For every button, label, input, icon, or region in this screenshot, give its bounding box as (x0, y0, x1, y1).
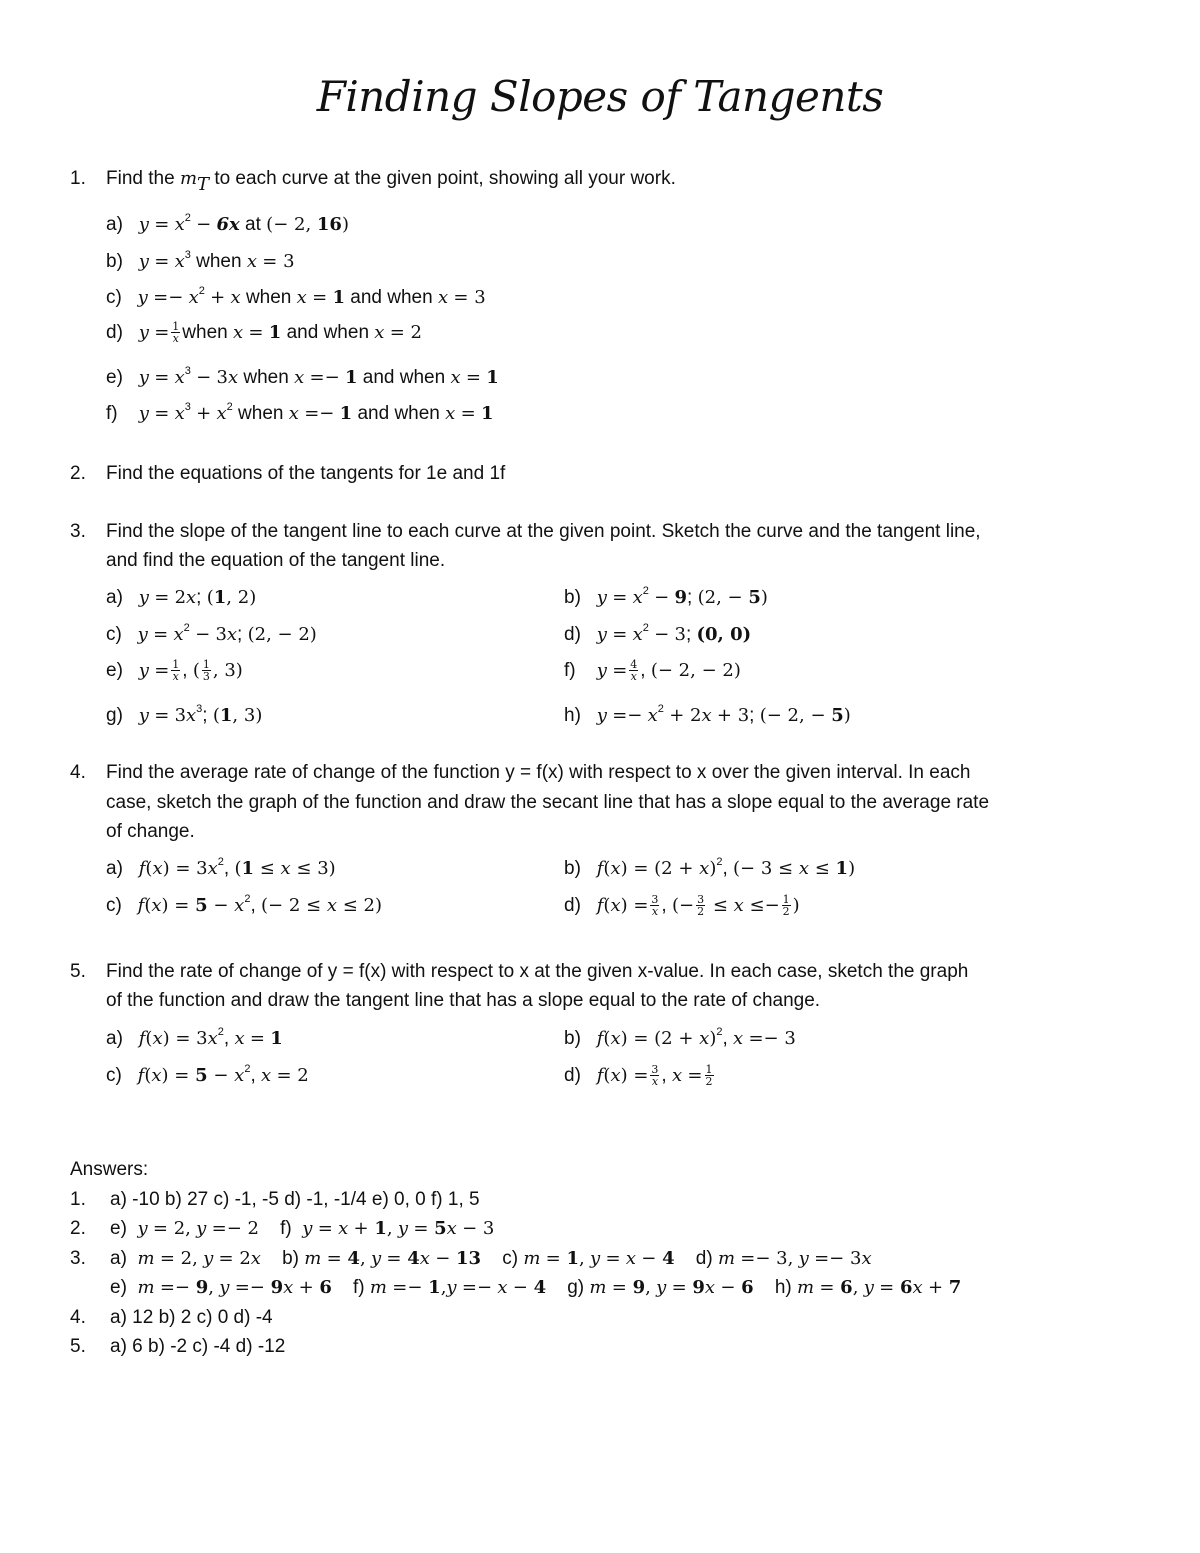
question-5b: b) $f(x) = (2 + x)^2$, x =− 3 (564, 1026, 796, 1049)
question-5a: a) $f(x) = 3x^2$, x = 1 (106, 1026, 283, 1049)
question-3h: h) $y =- x^2 + 2x + 3$; (− 2, − 5) (564, 703, 851, 726)
question-1-number: 1. (70, 168, 86, 189)
question-1e: e) $y = x^3 - 3x$ when x =− 1 and when x = 1 (106, 365, 499, 388)
answer-3-line1: a) m = 2, y = 2x b) m = 4, y = 4x − 13 c) m = 1, y = x − 4 d) m =− 3, y =− 3x (110, 1248, 872, 1269)
answer-2: e) y = 2, y =− 2 f) y = x + 1, y = 5x − 3 (110, 1218, 495, 1239)
question-2-text: Find the equations of the tangents for 1e and 1f (106, 463, 506, 484)
question-4-line3: of change. (106, 821, 195, 842)
page-title: Finding Slopes of Tangents (316, 72, 884, 121)
question-3a: a) y = 2x; (1, 2) (106, 587, 257, 608)
question-1a: a) $y = x^2 - 6x$ at (− 2, 16) (106, 212, 349, 235)
question-3b: b) $y = x^2 - 9$; (2, − 5) (564, 585, 768, 608)
question-3c: c) $y = x^2 - 3x$; (2, − 2) (106, 622, 317, 645)
answer-3-line2: e) m =− 9, y =− 9x + 6 f) m =− 1,y =− x − 4 g) m = 9, y = 9x − 6 h) m = 6, y = 6x + 7 (110, 1277, 962, 1298)
question-1c: c) $y =- x^2 + x$ when x = 1 and when x = 3 (106, 285, 486, 308)
question-3e: e) y = $\frac{1}{x}$ , ( $\frac{1}{3}$ , 3) (106, 658, 243, 684)
answer-3-number: 3. (70, 1248, 86, 1269)
question-4-line1: Find the average rate of change of the function y = f(x) with respect to x over the given interval. In each (106, 762, 971, 783)
question-4-number: 4. (70, 762, 86, 783)
question-4-line2: case, sketch the graph of the function and draw the secant line that has a slope equal to the average rate (106, 792, 990, 813)
question-1b: b) $y = x^3$ when x = 3 (106, 249, 295, 272)
question-4a: a) $f(x) = 3x^2$, (1 ≤ x ≤ 3) (106, 856, 336, 879)
question-4c: c) $f(x) = 5 - x^2$, (− 2 ≤ x ≤ 2) (106, 893, 382, 916)
answer-1-number: 1. (70, 1189, 86, 1210)
answers-label: Answers: (70, 1159, 149, 1180)
question-3f: f) y = $\frac{4}{x}$ , (− 2, − 2) (564, 658, 741, 684)
answer-2-number: 2. (70, 1218, 86, 1239)
answer-1: a) -10 b) 27 c) -1, -5 d) -1, -1/4 e) 0, 0 f) 1, 5 (110, 1189, 480, 1210)
question-4b: b) $f(x) = (2 + x)^2$, (− 3 ≤ x ≤ 1) (564, 856, 856, 879)
question-5-number: 5. (70, 961, 86, 982)
question-3g: g) $y = 3x^3$; (1, 3) (106, 703, 263, 726)
answer-4-number: 4. (70, 1307, 86, 1328)
question-3d: d) $y = x^2 - 3$; (0, 0) (564, 622, 752, 645)
question-2-number: 2. (70, 463, 86, 484)
question-1-prompt-subscript: T (197, 174, 210, 195)
answer-4: a) 12 b) 2 c) 0 d) -4 (110, 1307, 273, 1328)
question-1-prompt-symbol: m (179, 168, 198, 189)
answer-5-number: 5. (70, 1336, 86, 1357)
question-5-line1: Find the rate of change of y = f(x) with respect to x at the given x-value. In each case, sketch the graph (106, 961, 969, 982)
question-1d: d) y = $\frac{1}{x}$ when x = 1 and when x = 2 (106, 320, 422, 346)
question-5-line2: of the function and draw the tangent line that has a slope equal to the rate of change. (106, 990, 821, 1011)
question-1-prompt-post: to each curve at the given point, showing all your work. (214, 168, 676, 189)
question-3-number: 3. (70, 521, 86, 542)
question-4d: d) f(x) = $\frac{3}{x}$ , (− $\frac{3}{2}$ ≤ x ≤− $\frac{1}{2}$ ) (564, 893, 800, 919)
question-5d: d) f(x) = $\frac{3}{x}$ , x = $\frac{1}{2}$ (564, 1063, 713, 1089)
question-3-line1: Find the slope of the tangent line to each curve at the given point. Sketch the curve and the tangent line, (106, 521, 981, 542)
question-1f: f) $y = x^3 + x^2$ when x =− 1 and when x = 1 (106, 401, 494, 424)
question-1-prompt-pre: Find the (106, 168, 175, 189)
answer-5: a) 6 b) -2 c) -4 d) -12 (110, 1336, 286, 1357)
question-1-prompt (106, 166, 676, 195)
question-3-line2: and find the equation of the tangent line. (106, 550, 446, 571)
question-5c: c) $f(x) = 5 - x^2$, x = 2 (106, 1063, 309, 1086)
